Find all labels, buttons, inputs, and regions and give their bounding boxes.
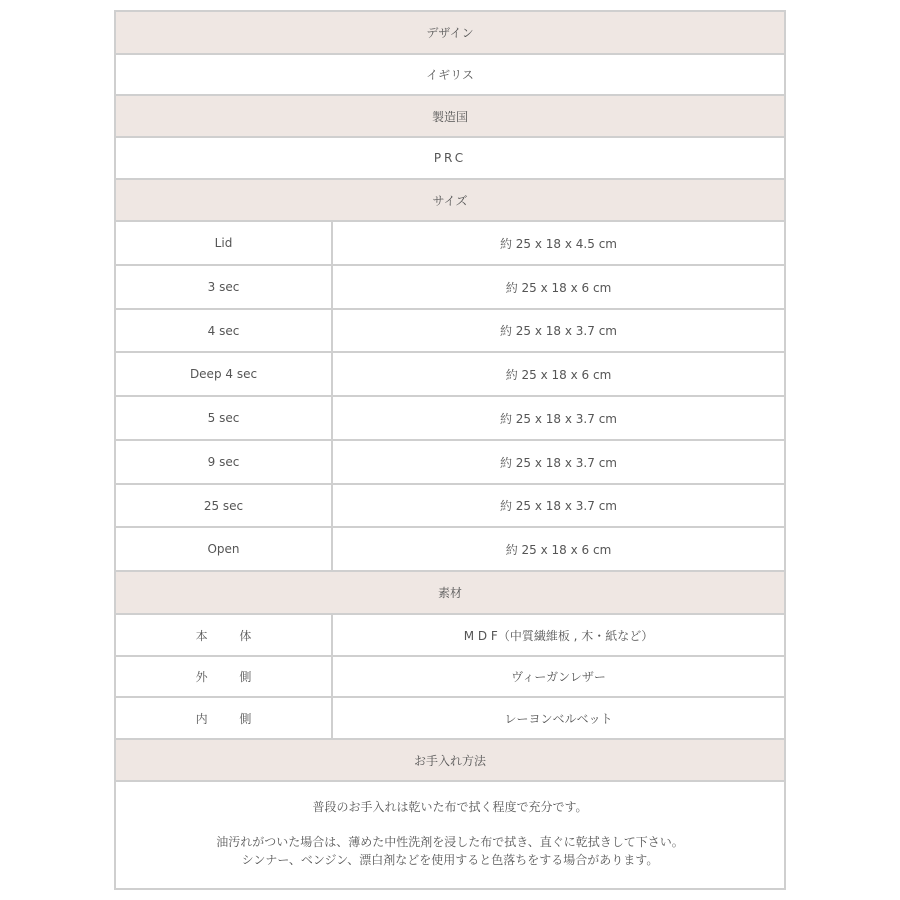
size-label: Lid [214,236,233,250]
material-header-label: 素材 [437,586,462,600]
size-row-5sec [116,397,784,441]
size-label: 25 sec [203,498,244,513]
care-line-1: 普段のお手入れは乾いた布で拭く程度で充分です。 [312,800,588,814]
care-header [116,740,784,782]
size-value: 約 25 x 18 x 4.5 cm [499,236,617,251]
material-row-outer [116,657,784,698]
size-value: 約 25 x 18 x 6 cm [505,280,612,295]
size-row-lid [116,222,784,266]
size-label: 9 sec [207,455,240,469]
origin-header-label: 製造国 [431,109,468,124]
size-label: 3 sec [207,280,240,294]
material-header [116,572,784,615]
size-row-4sec [116,310,784,353]
spec-table [114,10,786,890]
material-value: ヴィーガンレザー [511,670,606,684]
material-label: 外 側 [195,670,266,684]
origin-header [116,96,784,138]
size-row-25sec [116,485,784,528]
material-row-body [116,615,784,657]
size-value: 約 25 x 18 x 3.7 cm [499,324,617,338]
material-label: 本 体 [195,628,266,643]
size-row-3sec [116,266,784,310]
size-header [116,180,784,222]
size-row-deep4sec [116,353,784,397]
material-value: レーヨンベルベット [504,711,613,726]
size-row-9sec [116,441,784,485]
size-value: 約 25 x 18 x 3.7 cm [499,499,617,513]
design-value: イギリス [426,68,474,82]
size-value: 約 25 x 18 x 6 cm [505,367,612,382]
origin-row [116,138,784,180]
material-value: M D F（中質繊維板 , 木・紙など） [463,629,654,643]
material-row-inner [116,698,784,740]
size-label: 5 sec [207,411,240,425]
size-row-open [116,528,784,572]
size-value: 約 25 x 18 x 3.7 cm [499,411,617,426]
design-header-label: デザイン [426,26,474,40]
material-label: 内 側 [195,711,266,726]
origin-value: PRC [433,151,467,165]
design-header [116,12,784,55]
size-label: Deep 4 sec [189,367,258,381]
size-value: 約 25 x 18 x 6 cm [505,542,612,557]
size-value: 約 25 x 18 x 3.7 cm [499,455,617,470]
size-header-label: サイズ [432,193,468,208]
design-row [116,55,784,96]
care-line-2: 油汚れがついた場合は、薄めた中性洗剤を浸した布で拭き、直ぐに乾拭きして下さい。 [216,835,684,849]
size-label: 4 sec [207,323,240,338]
care-header-label: お手入れ方法 [413,753,486,768]
size-label: Open [207,542,240,556]
care-text [116,798,784,869]
care-line-3: シンナー、ベンジン、漂白剤などを使用すると色落ちをする場合があります。 [241,853,659,867]
